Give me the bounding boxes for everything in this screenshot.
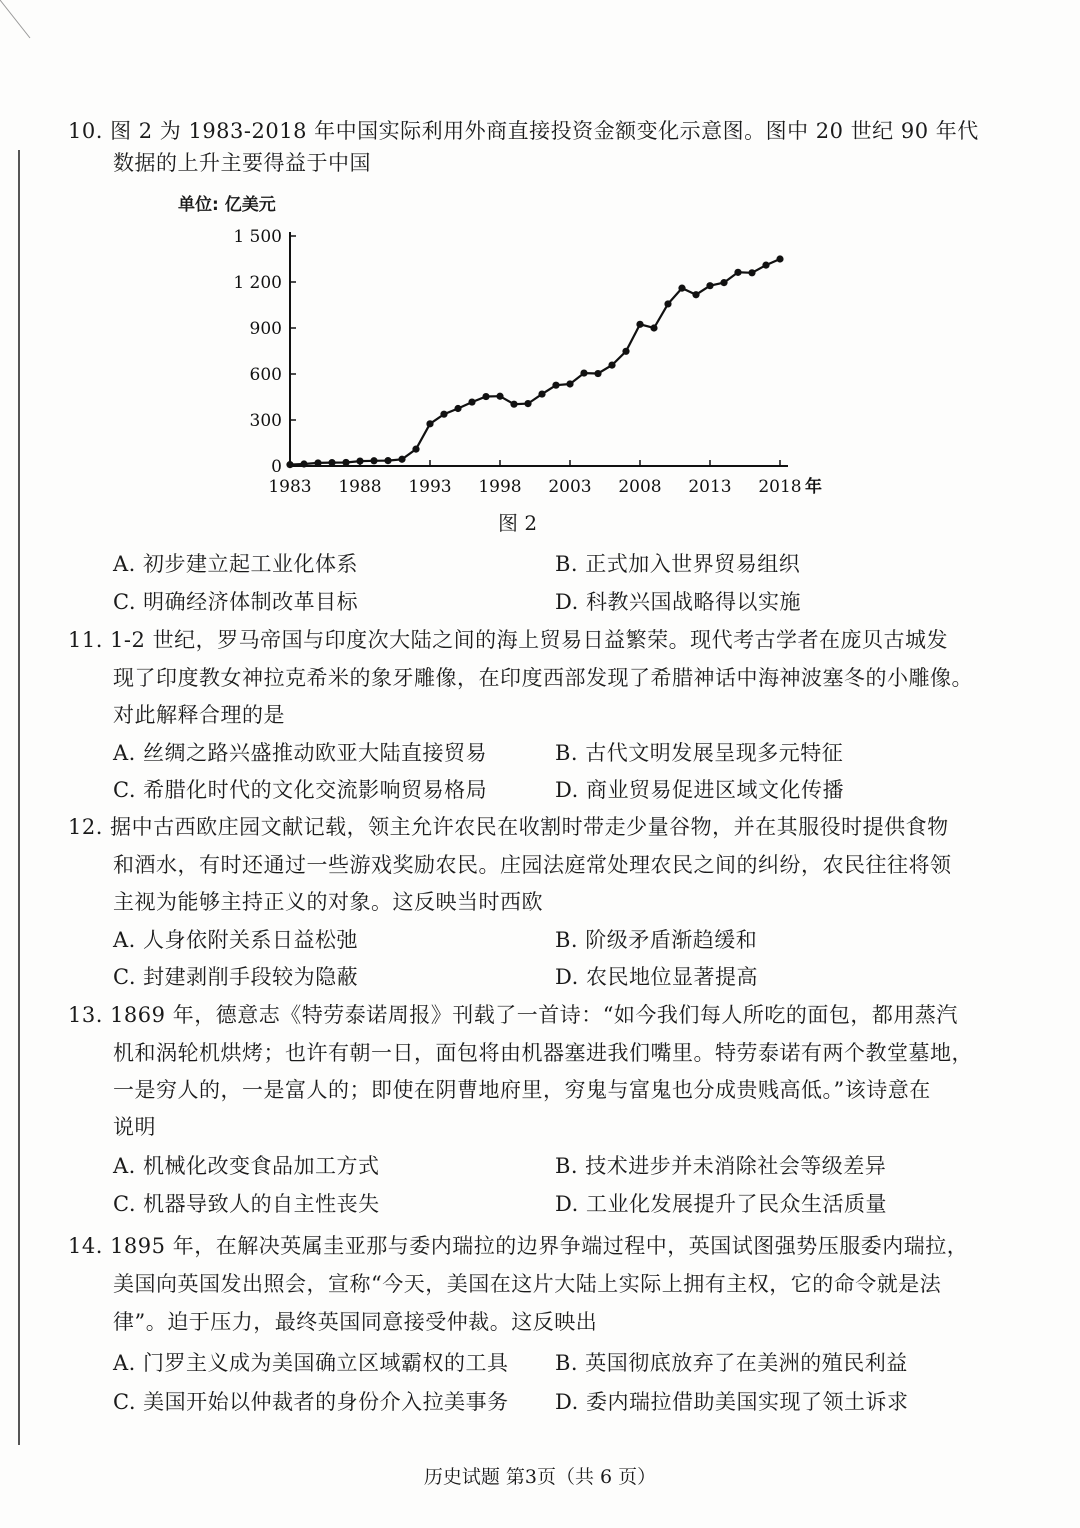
data-point [762, 262, 769, 269]
question-12-option-c[interactable]: C. 封建剥削手段较为隐蔽 [113, 965, 359, 989]
data-point [734, 269, 741, 276]
y-tick-label: 0 [271, 457, 282, 477]
question-13-option-d[interactable]: D. 工业化发展提升了民众生活质量 [555, 1192, 887, 1216]
question-14-option-d[interactable]: D. 委内瑞拉借助美国实现了领土诉求 [555, 1390, 909, 1414]
question-14-option-a[interactable]: A. 门罗主义成为美国确立区域霸权的工具 [113, 1351, 509, 1375]
data-point [370, 457, 377, 464]
question-12-option-a[interactable]: A. 人身依附关系日益松弛 [113, 928, 359, 952]
data-point [426, 420, 433, 427]
question-11-stem-line1: 11. 1-2 世纪，罗马帝国与印度次大陆之间的海上贸易日益繁荣。现代考古学者在庞贝古城发 [68, 628, 949, 652]
data-point [300, 460, 307, 467]
x-tick-label: 2018 [758, 477, 802, 497]
data-point [314, 459, 321, 466]
question-12-stem-line1: 12. 据中古西欧庄园文献记载，领主允许农民在收割时带走少量谷物，并在其服役时提供食物 [68, 815, 949, 839]
question-13-stem-line1: 13. 1869 年，德意志《特劳泰诺周报》刊载了一首诗：“如今我们每人所吃的面包，都用蒸汽 [68, 1003, 958, 1027]
question-10-stem-line1: 10. 图 2 为 1983-2018 年中国实际利用外商直接投资金额变化示意图。图中 20 世纪 90 年代 [68, 119, 979, 143]
x-tick-label: 1988 [338, 477, 382, 497]
data-point [356, 457, 363, 464]
x-tick-label: 2008 [618, 477, 662, 497]
question-14-option-c[interactable]: C. 美国开始以仲裁者的身份介入拉美事务 [113, 1390, 509, 1414]
question-10-option-b[interactable]: B. 正式加入世界贸易组织 [555, 552, 801, 576]
question-12-option-d[interactable]: D. 农民地位显著提高 [555, 965, 758, 989]
question-10-stem-line2: 数据的上升主要得益于中国 [113, 151, 371, 175]
data-point [440, 411, 447, 418]
question-13-option-b[interactable]: B. 技术进步并未消除社会等级差异 [555, 1154, 887, 1178]
chart-unit-label: 单位: 亿美元 [178, 195, 276, 215]
x-tick-label: 2013 [688, 477, 732, 497]
x-tick-label: 2003 [548, 477, 592, 497]
question-14-stem-line1: 14. 1895 年，在解决英属圭亚那与委内瑞拉的边界争端过程中，英国试图强势压服委内瑞拉， [68, 1234, 969, 1258]
x-tick-label: 1983 [268, 477, 312, 497]
data-point [692, 291, 699, 298]
question-11-stem-line2: 现了印度教女神拉克希米的象牙雕像，在印度西部发现了希腊神话中海神波塞冬的小雕像。 [113, 666, 973, 690]
question-14-stem-line2: 美国向英国发出照会，宣称“今天，美国在这片大陆上实际上拥有主权，它的命令就是法 [113, 1272, 942, 1296]
question-11-option-c[interactable]: C. 希腊化时代的文化交流影响贸易格局 [113, 778, 488, 802]
data-point [636, 321, 643, 328]
y-tick-label: 900 [249, 319, 282, 339]
question-12-stem-line3: 主视为能够主持正义的对象。这反映当时西欧 [113, 890, 543, 914]
data-point [566, 380, 573, 387]
data-point [580, 369, 587, 376]
data-point [706, 282, 713, 289]
question-13-stem-line2: 机和涡轮机烘烤；也许有朝一日，面包将由机器塞进我们嘴里。特劳泰诺有两个教堂墓地， [113, 1041, 973, 1065]
data-point [482, 393, 489, 400]
question-10-option-a[interactable]: A. 初步建立起工业化体系 [113, 552, 359, 576]
question-13-option-a[interactable]: A. 机械化改变食品加工方式 [113, 1154, 380, 1178]
data-point [650, 324, 657, 331]
data-point [286, 461, 293, 468]
data-point [608, 362, 615, 369]
data-point [468, 398, 475, 405]
data-point [398, 456, 405, 463]
question-11-option-a[interactable]: A. 丝绸之路兴盛推动欧亚大陆直接贸易 [113, 741, 488, 765]
question-11-option-b[interactable]: B. 古代文明发展呈现多元特征 [555, 741, 844, 765]
data-point [664, 300, 671, 307]
data-point [328, 459, 335, 466]
data-point [594, 370, 601, 377]
question-14-option-b[interactable]: B. 英国彻底放弃了在美洲的殖民利益 [555, 1351, 908, 1375]
x-tick-label: 1993 [408, 477, 452, 497]
data-point [524, 400, 531, 407]
data-point [510, 401, 517, 408]
y-tick-label: 1 500 [233, 227, 282, 247]
data-point [454, 405, 461, 412]
y-tick-label: 1 200 [233, 273, 282, 293]
question-10-option-d[interactable]: D. 科教兴国战略得以实施 [555, 590, 801, 614]
question-12-stem-line2: 和酒水，有时还通过一些游戏奖励农民。庄园法庭常处理农民之间的纠纷，农民往往将领 [113, 853, 952, 877]
question-13-stem-line3: 一是穷人的，一是富人的；即使在阴曹地府里，穷鬼与富鬼也分成贵贱高低。”该诗意在 [113, 1078, 931, 1102]
figure-caption: 图 2 [498, 511, 538, 535]
fdi-series-line [290, 259, 780, 465]
y-tick-label: 600 [249, 365, 282, 385]
y-tick-label: 300 [249, 411, 282, 431]
question-12-option-b[interactable]: B. 阶级矛盾渐趋缓和 [555, 928, 758, 952]
x-axis-label: 年 [805, 477, 822, 497]
page-footer: 历史试题 第3页（共 6 页） [423, 1466, 657, 1488]
data-point [538, 390, 545, 397]
data-point [622, 348, 629, 355]
data-point [678, 285, 685, 292]
data-point [496, 393, 503, 400]
data-point [720, 279, 727, 286]
question-11-stem-line3: 对此解释合理的是 [113, 703, 285, 727]
question-13-stem-line4: 说明 [113, 1115, 156, 1139]
fdi-line-chart [0, 0, 1080, 520]
x-tick-label: 1998 [478, 477, 522, 497]
data-point [342, 459, 349, 466]
data-point [412, 446, 419, 453]
question-13-option-c[interactable]: C. 机器导致人的自主性丧失 [113, 1192, 380, 1216]
question-11-option-d[interactable]: D. 商业贸易促进区域文化传播 [555, 778, 844, 802]
data-point [384, 457, 391, 464]
question-10-option-c[interactable]: C. 明确经济体制改革目标 [113, 590, 359, 614]
data-point [748, 269, 755, 276]
data-point [552, 382, 559, 389]
data-point [776, 255, 783, 262]
question-14-stem-line3: 律”。迫于压力，最终英国同意接受仲裁。这反映出 [113, 1310, 598, 1334]
